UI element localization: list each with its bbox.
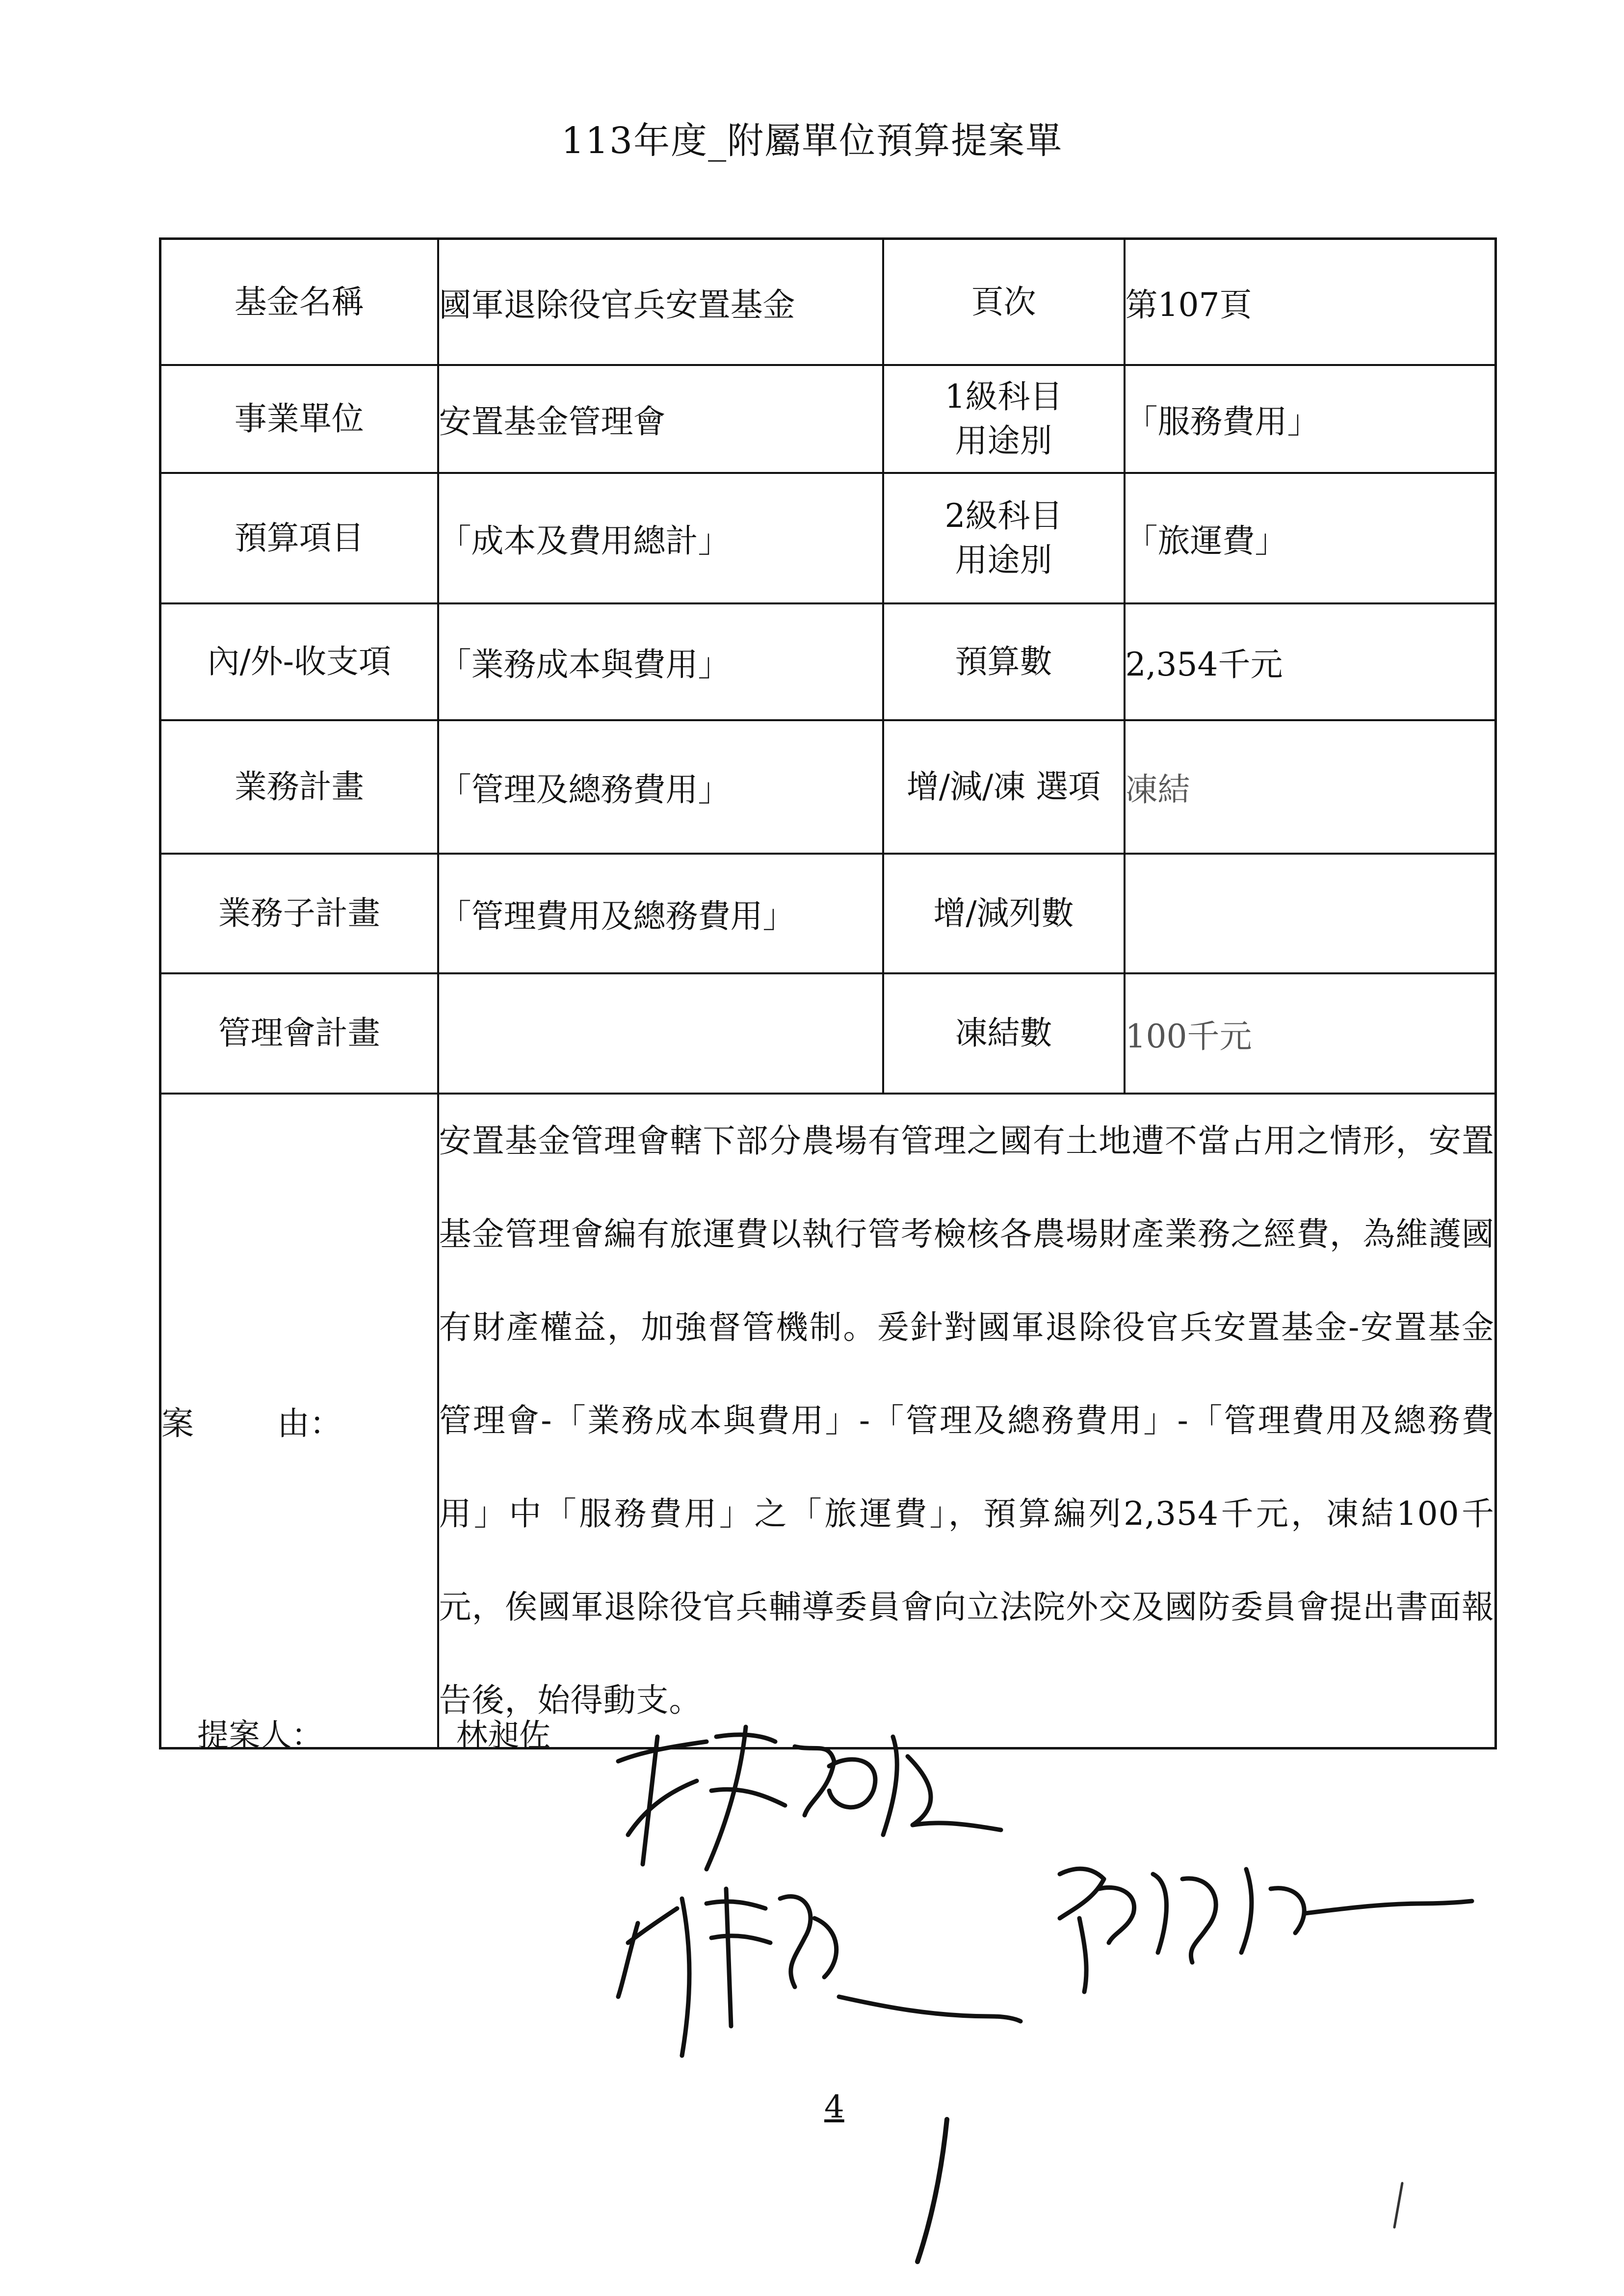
management-plan-value [438, 973, 883, 1094]
level2-account-value: 「旅運費」 [1125, 473, 1496, 603]
case-reason-text: 安置基金管理會轄下部分農場有管理之國有土地遭不當占用之情形，安置基金管理會編有旅運費以執行管考檢核各農場財產業務之經費，為維護國有財產權益，加強督管機制。爰針對國軍退除役官兵安置基金-安置基金管理會-「業務成本與費用」-「管理及總務費用」-「管理費用及總務費用」中「服務費用」之「旅運費」，預算編列2,354千元，凍結100千元，俟國軍退除役官兵輔導委員會向立法院外交及國防委員會提出書面報告後，始得動支。 [438, 1094, 1496, 1748]
budget-amount-label: 預算數 [883, 603, 1125, 720]
pen-tick-mark [1388, 2178, 1408, 2237]
proposer-name: 林昶佐 [456, 1718, 550, 1754]
level1-account-label-line2: 用途別 [955, 421, 1052, 460]
form-row-business-subplan [160, 854, 1496, 973]
revenue-expense-label: 內/外-收支項 [160, 603, 438, 720]
fund-name-label: 基金名稱 [160, 239, 438, 365]
adjustment-option-value: 凍結 [1125, 720, 1496, 854]
proposal-form-table [159, 237, 1497, 1749]
page-ref-label: 頁次 [883, 239, 1125, 365]
management-plan-label: 管理會計畫 [160, 973, 438, 1094]
budget-item-label: 預算項目 [160, 473, 438, 603]
handwritten-stroke-mark [903, 2110, 962, 2271]
budget-amount-value: 2,354千元 [1125, 603, 1496, 720]
form-row-budget-item [160, 473, 1496, 603]
page-number: 4 [824, 2089, 844, 2125]
form-row-case-reason [160, 1094, 1496, 1748]
business-subplan-value: 「管理費用及總務費用」 [438, 854, 883, 973]
level2-account-label [883, 473, 1125, 603]
fund-name-value: 國軍退除役官兵安置基金 [438, 239, 883, 365]
signature-3 [1040, 1845, 1482, 2002]
budget-item-value: 「成本及費用總計」 [438, 473, 883, 603]
proposer-label: 提案人： [197, 1718, 323, 1754]
frozen-amount-label: 凍結數 [883, 973, 1125, 1094]
case-reason-label-a: 案 [161, 1405, 194, 1442]
form-row-business-unit [160, 365, 1496, 473]
business-plan-label: 業務計畫 [160, 720, 438, 854]
business-unit-value: 安置基金管理會 [438, 365, 883, 473]
signature-1 [599, 1707, 1021, 1894]
level2-account-label-line1: 2級科目 [944, 497, 1063, 535]
case-reason-label [160, 1094, 438, 1748]
adjustment-amount-label: 增/減列數 [883, 854, 1125, 973]
form-row-business-plan [160, 720, 1496, 854]
page-title: 113年度_附屬單位預算提案單 [561, 120, 1063, 162]
business-subplan-label: 業務子計畫 [160, 854, 438, 973]
form-row-fund-name [160, 239, 1496, 365]
level2-account-label-line2: 用途別 [955, 541, 1052, 579]
business-unit-label: 事業單位 [160, 365, 438, 473]
level1-account-value: 「服務費用」 [1125, 365, 1496, 473]
page-ref-value: 第107頁 [1125, 239, 1496, 365]
case-reason-label-b: 由： [277, 1405, 342, 1442]
level1-account-label [883, 365, 1125, 473]
level1-account-label-line1: 1級科目 [944, 378, 1063, 416]
business-plan-value: 「管理及總務費用」 [438, 720, 883, 854]
frozen-amount-value: 100千元 [1125, 973, 1496, 1094]
form-row-revenue-expense [160, 603, 1496, 720]
adjustment-amount-value [1125, 854, 1496, 973]
adjustment-option-label: 增/減/凍 選項 [883, 720, 1125, 854]
form-row-management-plan [160, 973, 1496, 1094]
revenue-expense-value: 「業務成本與費用」 [438, 603, 883, 720]
signature-2 [608, 1869, 1030, 2075]
